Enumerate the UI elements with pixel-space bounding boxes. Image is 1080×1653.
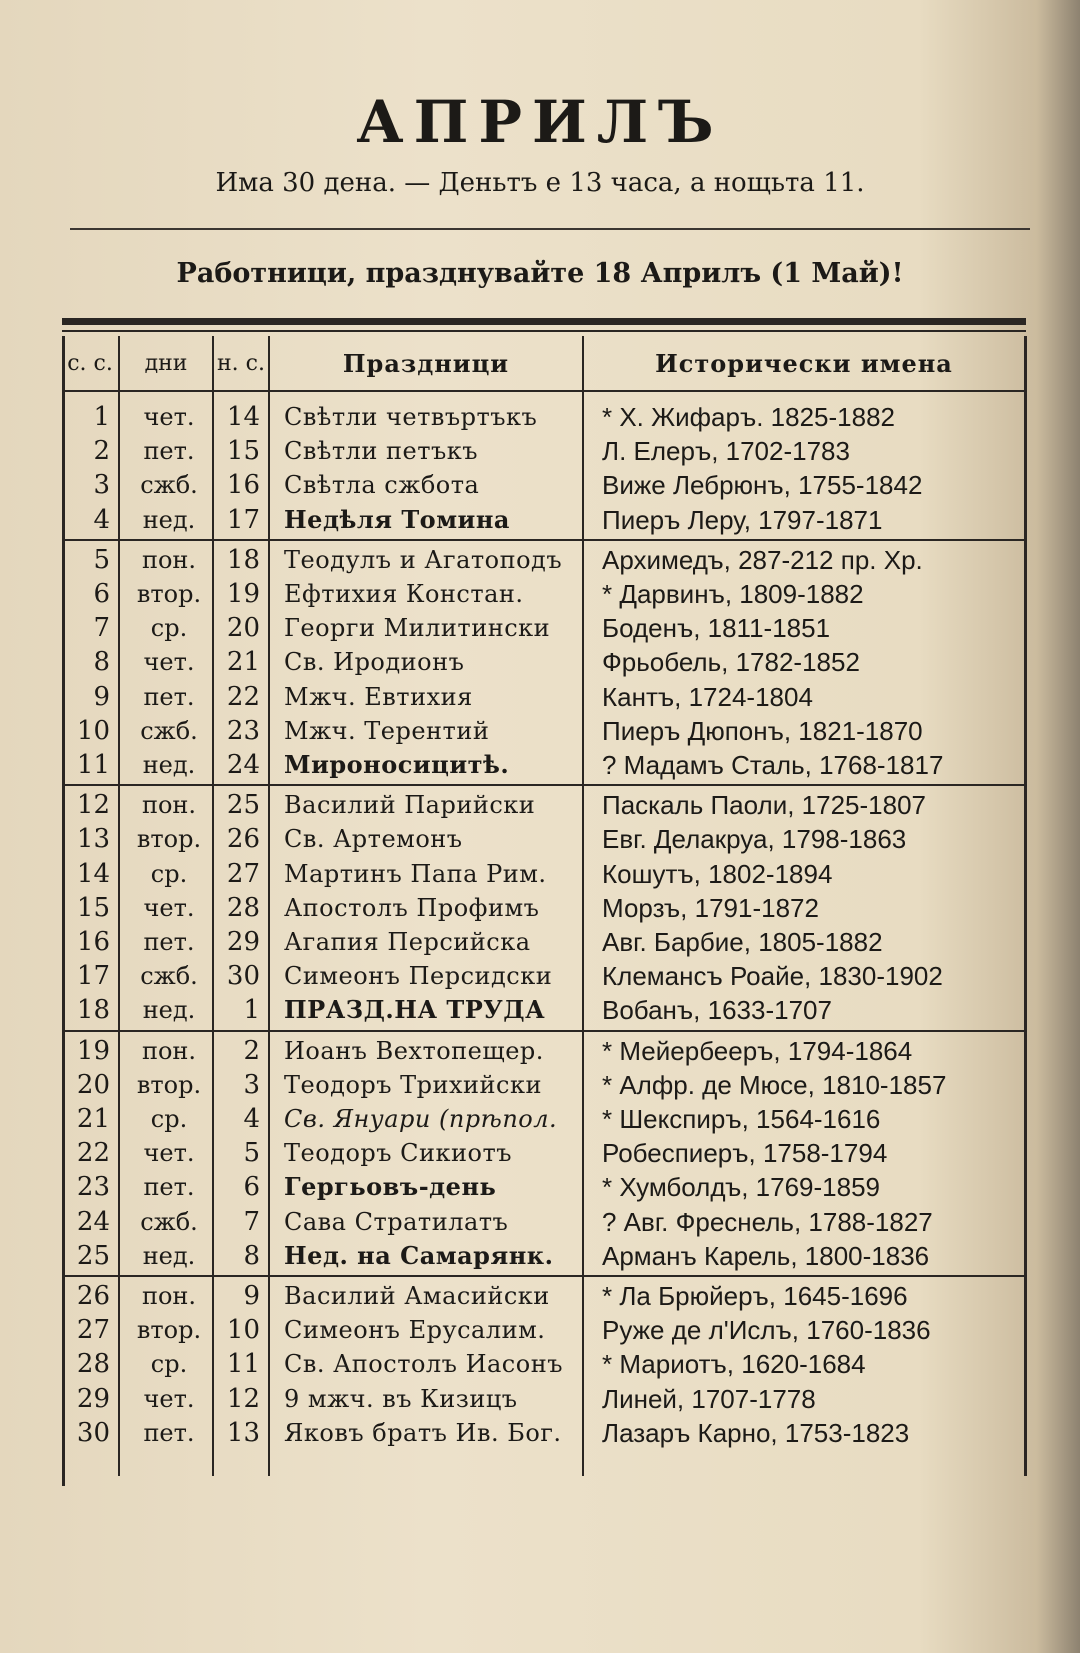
old-style-date: 11 — [76, 750, 110, 780]
old-style-date: 3 — [93, 470, 110, 501]
historical-name: Руже де л'Ислъ, 1760-1836 — [602, 1315, 931, 1346]
old-style-date: 14 — [76, 858, 110, 889]
weekday: пет. — [143, 682, 195, 711]
holiday-name: Св. Апостолъ Иасонъ — [284, 1350, 563, 1379]
new-style-date: 10 — [226, 1315, 260, 1346]
weekday: втор. — [136, 1316, 202, 1345]
calendar-row — [62, 714, 1026, 748]
workers-banner: Работници, празднувайте 18 Априлъ (1 Май)! — [176, 258, 904, 289]
calendar-row — [62, 1205, 1026, 1239]
calendar-row — [62, 645, 1026, 679]
old-style-date: 29 — [76, 1383, 110, 1414]
holiday-name: Яковъ братъ Ив. Бог. — [284, 1418, 562, 1447]
new-style-date: 19 — [226, 579, 260, 609]
weekday: втор. — [136, 1070, 202, 1099]
old-style-date: 1 — [93, 402, 110, 432]
historical-name: * Хумболдъ, 1769-1859 — [602, 1172, 880, 1203]
new-style-date: 30 — [226, 961, 260, 992]
calendar-row — [62, 959, 1026, 993]
header-days: дни — [144, 351, 188, 376]
new-style-date: 9 — [243, 1281, 260, 1311]
calendar-table — [62, 318, 1026, 1498]
new-style-date: 25 — [226, 790, 260, 821]
new-style-date: 5 — [243, 1138, 260, 1169]
holiday-name: Сава Стратилатъ — [284, 1207, 509, 1236]
divider — [70, 228, 1030, 230]
old-style-date: 9 — [93, 681, 110, 712]
weekday: пон. — [141, 791, 197, 820]
holiday-name: ПРАЗД.НА ТРУДА — [284, 995, 546, 1025]
historical-name: Архимедъ, 287-212 пр. Хр. — [602, 544, 923, 575]
calendar-row — [62, 611, 1026, 645]
holiday-name: Свѣтли четвъртъкъ — [284, 403, 538, 431]
calendar-row — [62, 1382, 1026, 1416]
old-style-date: 23 — [76, 1172, 110, 1203]
weekday: сжб. — [140, 962, 198, 991]
calendar-row — [62, 543, 1026, 577]
old-style-date: 6 — [93, 579, 110, 609]
holiday-name: Недѣля Томина — [284, 504, 510, 534]
old-style-date: 27 — [76, 1315, 110, 1346]
weekday: сжб. — [140, 716, 198, 745]
weekday: втор. — [136, 580, 202, 608]
week-separator — [62, 1030, 1026, 1032]
old-style-date: 25 — [76, 1240, 110, 1271]
header-new-style: н. с. — [217, 351, 265, 376]
old-style-date: 8 — [93, 647, 110, 678]
new-style-date: 1 — [243, 995, 260, 1026]
historical-name: Пиеръ Дюпонъ, 1821-1870 — [602, 715, 923, 746]
week-separator — [62, 784, 1026, 786]
month-subtitle: Има 30 дена. — Деньтъ е 13 часа, а нощьта 11. — [215, 168, 865, 198]
weekday: чет. — [143, 403, 195, 431]
historical-name: Вобанъ, 1633-1707 — [602, 995, 832, 1026]
historical-name: * Мариотъ, 1620-1684 — [602, 1349, 866, 1380]
calendar-row — [62, 748, 1026, 782]
new-style-date: 2 — [243, 1035, 260, 1066]
historical-name: * Х. Жифаръ. 1825-1882 — [602, 402, 896, 432]
calendar-row — [62, 1279, 1026, 1313]
weekday: пон. — [141, 1282, 197, 1310]
calendar-row — [62, 468, 1026, 502]
weekday: нед. — [142, 1241, 196, 1270]
calendar-row — [62, 993, 1026, 1027]
new-style-date: 8 — [243, 1240, 260, 1271]
historical-name: Арманъ Карель, 1800-1836 — [602, 1240, 930, 1271]
weekday: ср. — [150, 1105, 188, 1133]
new-style-date: 16 — [226, 470, 260, 501]
old-style-date: 28 — [76, 1349, 110, 1380]
historical-name: ? Авг. Фреснель, 1788-1827 — [602, 1206, 933, 1237]
new-style-date: 12 — [226, 1383, 260, 1414]
weekday: чет. — [143, 1139, 195, 1168]
historical-name: Кантъ, 1724-1804 — [602, 681, 813, 712]
old-style-date: 22 — [76, 1138, 110, 1169]
old-style-date: 26 — [76, 1281, 110, 1311]
month-title: АПРИЛЪ — [356, 88, 724, 156]
holiday-name: Мжч. Евтихия — [284, 682, 473, 711]
calendar-row — [62, 1347, 1026, 1381]
holiday-name: Георги Милитински — [284, 614, 551, 643]
new-style-date: 22 — [226, 681, 260, 712]
calendar-row — [62, 857, 1026, 891]
new-style-date: 11 — [226, 1349, 260, 1380]
holiday-name: Св. Януари (прѣпол. — [284, 1105, 558, 1133]
calendar-row — [62, 925, 1026, 959]
calendar-row — [62, 822, 1026, 856]
holiday-name: Свѣтли петъкъ — [284, 437, 479, 466]
calendar-row — [62, 1416, 1026, 1450]
historical-name: Клемансъ Роайе, 1830-1902 — [602, 961, 943, 992]
calendar-row — [62, 1313, 1026, 1347]
historical-name: Евг. Делакруа, 1798-1863 — [602, 824, 907, 855]
header-rule — [62, 390, 1026, 392]
new-style-date: 28 — [226, 892, 260, 923]
new-style-date: 24 — [226, 750, 260, 780]
holiday-name: Василий Амасийски — [284, 1282, 550, 1310]
holiday-name: Симеонъ Персидски — [284, 962, 553, 991]
historical-name: * Мейербееръ, 1794-1864 — [602, 1035, 913, 1066]
historical-name: Линей, 1707-1778 — [602, 1383, 816, 1414]
historical-name: Пиеръ Леру, 1797-1871 — [602, 504, 883, 535]
holiday-name: Иоанъ Вехтопещер. — [284, 1036, 544, 1065]
historical-name: Боденъ, 1811-1851 — [602, 613, 831, 644]
weekday: пон. — [141, 1036, 197, 1065]
holiday-name: Ефтихия Констан. — [284, 580, 524, 608]
holiday-name: Св. Иродионъ — [284, 648, 465, 677]
weekday: чет. — [143, 893, 195, 922]
weekday: нед. — [142, 751, 196, 779]
calendar-row — [62, 1239, 1026, 1273]
old-style-date: 18 — [76, 995, 110, 1026]
weekday: сжб. — [140, 471, 198, 500]
historical-name: Фрьобель, 1782-1852 — [602, 647, 860, 678]
calendar-row — [62, 680, 1026, 714]
holiday-name: Мжч. Терентий — [284, 716, 490, 745]
holiday-name: Нед. на Самарянк. — [284, 1240, 554, 1270]
header-holidays: Праздници — [342, 349, 510, 378]
calendar-row — [62, 1102, 1026, 1136]
calendar-row — [62, 577, 1026, 611]
weekday: пет. — [143, 437, 195, 466]
old-style-date: 19 — [76, 1035, 110, 1066]
holiday-name: 9 мжч. въ Кизицъ — [284, 1384, 518, 1413]
header-old-style: с. с. — [67, 351, 113, 376]
holiday-name: Теодоръ Сикиотъ — [284, 1139, 512, 1168]
old-style-date: 16 — [76, 927, 110, 957]
old-style-date: 15 — [76, 892, 110, 923]
historical-name: Паскаль Паоли, 1725-1807 — [602, 790, 927, 821]
new-style-date: 4 — [243, 1104, 260, 1134]
calendar-row — [62, 400, 1026, 434]
weekday: сжб. — [140, 1207, 198, 1236]
old-style-date: 24 — [76, 1206, 110, 1237]
weekday: чет. — [143, 1384, 195, 1413]
weekday: нед. — [142, 996, 196, 1025]
new-style-date: 14 — [226, 402, 260, 432]
calendar-row — [62, 1170, 1026, 1204]
new-style-date: 7 — [243, 1206, 260, 1237]
calendar-row — [62, 891, 1026, 925]
old-style-date: 7 — [93, 613, 110, 644]
new-style-date: 27 — [226, 858, 260, 889]
header-historical-names: Исторически имена — [655, 349, 953, 378]
holiday-name: Агапия Персийска — [284, 928, 531, 956]
new-style-date: 6 — [243, 1172, 260, 1203]
old-style-date: 21 — [76, 1104, 110, 1134]
week-separator — [62, 539, 1026, 541]
calendar-row — [62, 1068, 1026, 1102]
historical-name: Робеспиеръ, 1758-1794 — [602, 1138, 888, 1169]
old-style-date: 13 — [76, 824, 110, 855]
weekday: чет. — [143, 648, 195, 677]
holiday-name: Гергьовъ-день — [284, 1172, 497, 1202]
weekday: пон. — [141, 545, 197, 574]
table-top-rule — [62, 318, 1026, 332]
historical-name: Авг. Барбие, 1805-1882 — [602, 927, 883, 957]
calendar-row — [62, 503, 1026, 537]
weekday: пет. — [143, 1418, 195, 1447]
old-style-date: 20 — [76, 1069, 110, 1100]
historical-name: Л. Елеръ, 1702-1783 — [602, 436, 850, 467]
historical-name: Кошутъ, 1802-1894 — [602, 858, 833, 889]
weekday: ср. — [150, 1350, 188, 1379]
old-style-date: 2 — [93, 436, 110, 467]
old-style-date: 5 — [93, 544, 110, 575]
old-style-date: 17 — [76, 961, 110, 992]
holiday-name: Мироносицитѣ. — [284, 750, 510, 779]
new-style-date: 20 — [226, 613, 260, 644]
historical-name: Лазаръ Карно, 1753-1823 — [602, 1417, 910, 1448]
old-style-date: 30 — [76, 1417, 110, 1448]
weekday: втор. — [136, 825, 202, 854]
weekday: ср. — [150, 614, 188, 643]
holiday-name: Св. Артемонъ — [284, 825, 463, 854]
historical-name: Виже Лебрюнъ, 1755-1842 — [602, 470, 923, 501]
new-style-date: 18 — [226, 544, 260, 575]
historical-name: * Шекспиръ, 1564-1616 — [602, 1104, 881, 1134]
holiday-name: Мартинъ Папа Рим. — [284, 859, 547, 888]
old-style-date: 4 — [93, 504, 110, 535]
historical-name: Морзъ, 1791-1872 — [602, 892, 819, 923]
holiday-name: Теодулъ и Агатоподъ — [284, 545, 563, 574]
historical-name: * Ла Брюйеръ, 1645-1696 — [602, 1281, 908, 1311]
new-style-date: 3 — [243, 1069, 260, 1100]
historical-name: ? Мадамъ Сталь, 1768-1817 — [602, 750, 944, 780]
new-style-date: 17 — [226, 504, 260, 535]
weekday: пет. — [143, 928, 195, 956]
calendar-row — [62, 788, 1026, 822]
historical-name: * Дарвинъ, 1809-1882 — [602, 579, 864, 609]
holiday-name: Симеонъ Ерусалим. — [284, 1316, 546, 1345]
calendar-row — [62, 1034, 1026, 1068]
new-style-date: 23 — [226, 715, 260, 746]
old-style-date: 10 — [76, 715, 110, 746]
holiday-name: Свѣтла сжбота — [284, 471, 480, 500]
holiday-name: Теодоръ Трихийски — [284, 1070, 542, 1099]
old-style-date: 12 — [76, 790, 110, 821]
calendar-row — [62, 434, 1026, 468]
holiday-name: Василий Парийски — [284, 791, 536, 820]
holiday-name: Апостолъ Профимъ — [284, 893, 540, 922]
historical-name: * Алфр. де Мюсе, 1810-1857 — [602, 1069, 947, 1100]
new-style-date: 29 — [226, 927, 260, 957]
weekday: пет. — [143, 1173, 195, 1202]
new-style-date: 21 — [226, 647, 260, 678]
weekday: нед. — [142, 505, 196, 534]
new-style-date: 15 — [226, 436, 260, 467]
week-separator — [62, 1275, 1026, 1277]
new-style-date: 13 — [226, 1417, 260, 1448]
weekday: ср. — [150, 859, 188, 888]
calendar-row — [62, 1136, 1026, 1170]
new-style-date: 26 — [226, 824, 260, 855]
